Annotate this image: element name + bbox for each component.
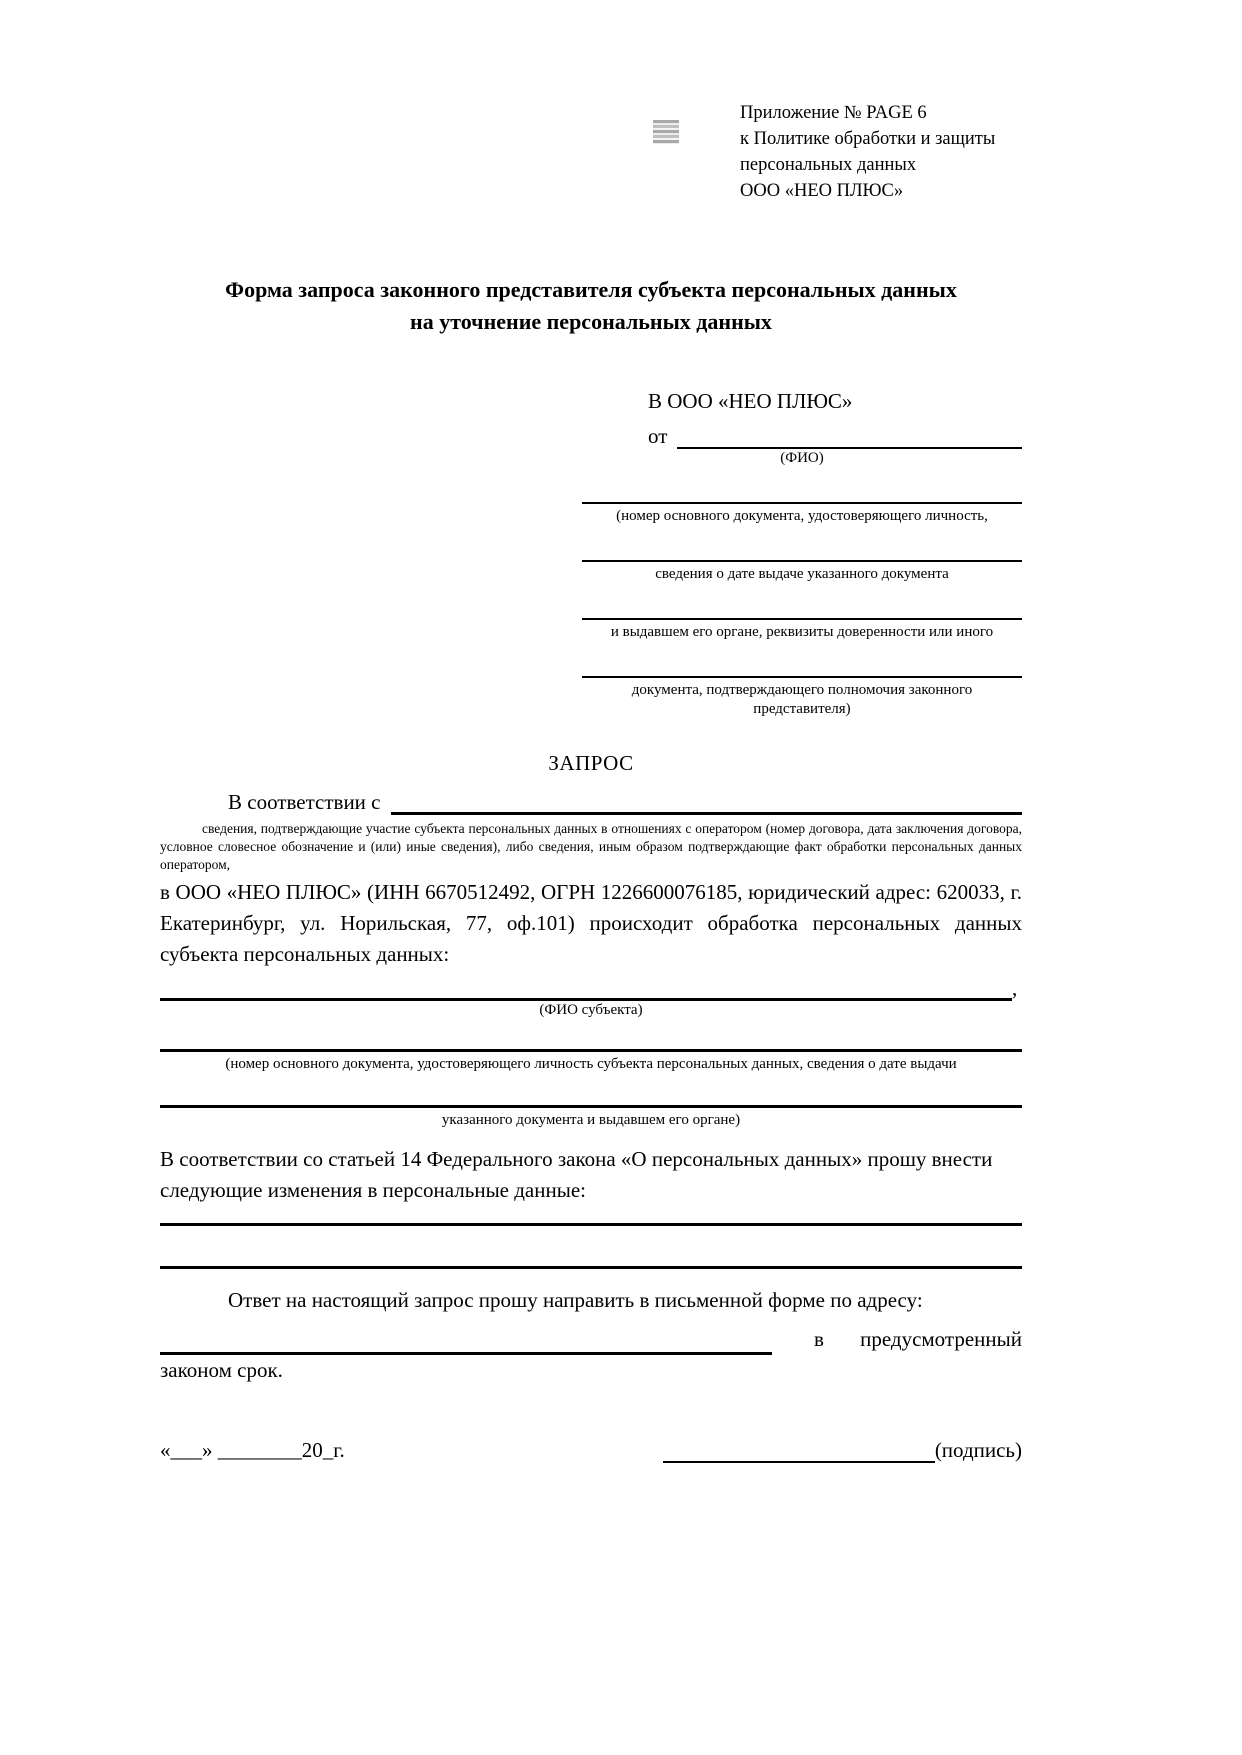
policy-reference-line-1: к Политике обработки и защиты [740, 129, 996, 149]
operator-paragraph: в ООО «НЕО ПЛЮС» (ИНН 6670512492, ОГРН 1226600076185, юридический адрес: 620033, г. Екатеринбург, ул. Норильская, 77, оф.101) происходит обработка персональных данных субъекта персональных данных: [160, 880, 1022, 966]
basis-label: В соответствии с [228, 790, 381, 814]
document-number-fill-line [582, 468, 1022, 504]
issue-date-fill-line [582, 526, 1022, 562]
field-code-artifact-icon [653, 120, 679, 144]
article-14-paragraph: В соответствии со статьей 14 Федерального закона «О персональных данных» прошу внести следующие изменения в персональные данные: [160, 1147, 993, 1202]
addressee-block [582, 388, 1022, 719]
subject-document-caption-1: (номер основного документа, удостоверяющего личность субъекта персональных данных, сведения о дате выдачи [225, 1056, 957, 1072]
document-title [160, 274, 1022, 338]
signature-caption: (подпись) [934, 1438, 1022, 1462]
policy-reference-line-2: персональных данных [740, 155, 917, 175]
appendix-header [740, 100, 1022, 204]
authority-document-fill-line [582, 642, 1022, 678]
subject-fio-line [160, 976, 1022, 1001]
fio-caption: (ФИО) [780, 450, 824, 466]
basis-fill-line [391, 795, 1023, 815]
request-heading: ЗАПРОС [548, 751, 634, 775]
document-title-line-1: Форма запроса законного представителя субъекта персональных данных [225, 277, 957, 302]
issue-date-caption: сведения о дате выдаче указанного документа [655, 566, 949, 582]
issuing-authority-caption: и выдавшем его органе, реквизиты доверенности или иного [610, 624, 994, 640]
basis-explanation-note: сведения, подтверждающие участие субъекта персональных данных в отношениях с оператором (номер договора, дата заключения договора, условное словесное обозначение и (или) иные сведения), либо сведения, иным образом подтверждающие факт обработки персональных данных оператором, [160, 821, 1022, 872]
issuing-authority-fill-line [582, 584, 1022, 620]
appendix-number-line: Приложение № PAGE 6 [740, 103, 927, 123]
reply-address-fill-line [160, 1333, 772, 1355]
changes-fill-line-2 [160, 1226, 1022, 1269]
from-line [582, 423, 1022, 449]
authority-document-caption: документа, подтверждающего полномочия законного представителя) [631, 682, 973, 717]
basis-line [160, 790, 1022, 815]
signature-row [160, 1438, 1022, 1463]
from-label: от [648, 424, 668, 448]
from-fill-line [677, 429, 1022, 449]
reply-tail-word-2: предусмотренный [860, 1327, 1022, 1351]
document-number-caption: (номер основного документа, удостоверяющего личность, [616, 508, 988, 524]
subject-document-fill-line-2 [160, 1074, 1022, 1108]
subject-fio-caption: (ФИО субъекта) [539, 1002, 643, 1018]
changes-fill-line-1 [160, 1206, 1022, 1226]
date-fill-line: «___» ________20_г. [160, 1438, 345, 1462]
subject-fio-fill-line [160, 979, 1012, 1001]
document-title-line-2: на уточнение персональных данных [410, 309, 772, 334]
reply-tail-word-1: в [814, 1327, 824, 1351]
signature-fill-line [663, 1441, 935, 1463]
addressee-company: В ООО «НЕО ПЛЮС» [648, 389, 853, 413]
reply-address-line [160, 1324, 1022, 1355]
reply-paragraph: Ответ на настоящий запрос прошу направить в письменной форме по адресу: [228, 1288, 923, 1312]
subject-document-caption-2: указанного документа и выдавшем его органе) [441, 1112, 741, 1128]
reply-address-tail [772, 1324, 1022, 1355]
law-term-line: законом срок. [160, 1358, 283, 1382]
signature-block [663, 1438, 1022, 1463]
company-name: ООО «НЕО ПЛЮС» [740, 181, 904, 201]
subject-fio-trailing-comma: , [1012, 976, 1018, 1000]
subject-document-fill-line [160, 1020, 1022, 1052]
